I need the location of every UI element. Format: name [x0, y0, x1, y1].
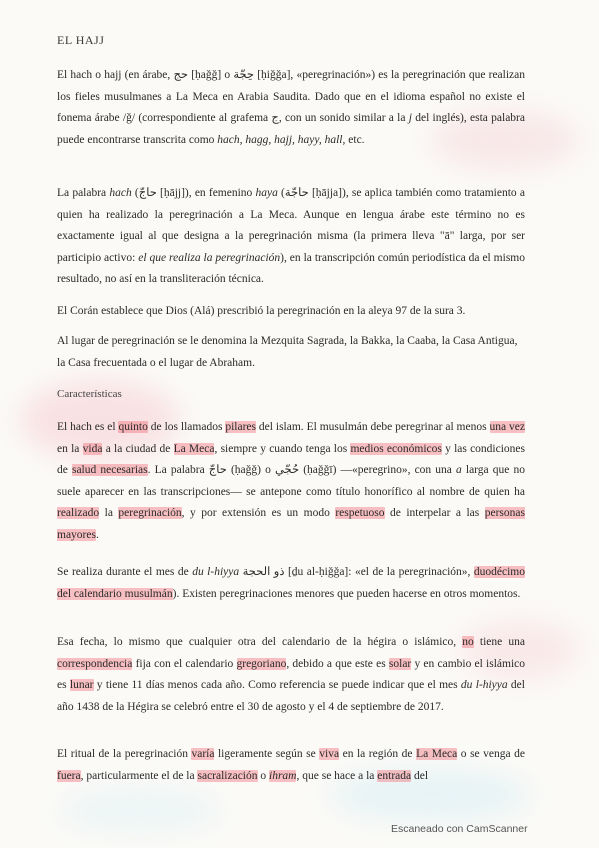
italic-text: hach	[109, 187, 132, 199]
highlighted-text: varía	[191, 748, 215, 760]
text-run: y las condiciones de	[57, 442, 526, 476]
text-run: larga que no suele aparecer en las transcripciones— se antepone como título honorífico al nombre de quien ha	[57, 464, 525, 498]
text-run: , que se hace a la	[296, 769, 378, 782]
scanner-watermark: Escaneado con CamScanner	[391, 823, 528, 835]
text-run: fija con el calendario	[132, 657, 237, 670]
highlighted-text: gregoriano	[236, 657, 287, 670]
text-run: (حاجّ [ḥājj]), en femenino	[131, 187, 256, 199]
paragraph-ritual	[57, 744, 525, 787]
text-run: , y por extensión es un modo	[181, 507, 336, 519]
text-run: , siempre y cuando tenga los	[214, 442, 351, 455]
paragraph-calendario	[57, 632, 525, 718]
highlighted-text: pilares	[225, 421, 256, 433]
highlighted-text: peregrinación	[118, 507, 182, 519]
italic-text: du l-hiyya	[460, 679, 508, 691]
text-run: o se venga de	[457, 748, 526, 760]
highlighted-text: duodécimo del calendario musulmán	[57, 566, 526, 600]
text-run: La palabra	[57, 187, 110, 199]
text-run: El hach o hajj (en árabe, حج [ḥaǧǧ] o حِجّة [ḥiǧǧa], «peregrinación») es la peregrinación que realizan los fieles musulmanes a La Meca en Arabia Saudita. Dado que en el idioma español no existe el fonema árabe /ǧ/ (correspondiente al grafema ج, con un sonido similar a la	[57, 69, 526, 124]
highlighted-text: sacralización	[197, 769, 258, 782]
highlighted-text: respetuoso	[335, 507, 385, 519]
italic-text: el que realiza la peregrinación	[138, 251, 281, 264]
text-run: . La palabra حاجّ (ḥaǧǧ) o حُجّي (ḥaǧǧī) —«peregrino», con una	[147, 464, 457, 476]
text-run: , particularmente el de la	[80, 769, 198, 782]
paragraph-intro	[57, 65, 525, 151]
text-run: El Corán establece que Dios (Alá) prescribió la peregrinación en la aleya 97 de la sura 3.	[57, 305, 466, 317]
paragraph-hach-title	[57, 183, 525, 291]
text-run: del año 1438 de la Hégira se celebró entre el 30 de agosto y el 4 de septiembre de 2017.	[57, 679, 525, 713]
highlighted-text: realizado	[57, 507, 100, 519]
text-run: del	[411, 769, 429, 782]
highlighted-text: solar	[388, 657, 412, 670]
highlighted-text: no	[462, 636, 474, 648]
highlighted-text: lunar	[69, 679, 94, 691]
paragraph-lugar	[57, 331, 525, 374]
section-heading: Características	[57, 388, 122, 400]
text-run: la	[99, 507, 119, 519]
text-run: y tiene 11 días menos cada año. Como referencia se puede indicar que el mes	[93, 679, 461, 691]
highlighted-text: correspondencia	[57, 657, 133, 670]
ink-smudge	[60, 790, 220, 830]
paragraph-coran	[57, 301, 525, 323]
text-run: ذو الحجة [ḏu al-ḥiǧǧa]: «el de la peregrinación»,	[239, 566, 474, 578]
highlighted-text: una vez	[489, 421, 525, 433]
highlighted-text: ihram	[269, 769, 297, 782]
text-run: en la región de	[339, 748, 417, 760]
paragraph-pilares	[57, 417, 525, 546]
highlighted-text: entrada	[377, 769, 412, 782]
text-run: del islam. El musulmán debe peregrinar al menos	[256, 421, 490, 433]
text-run: y en cambio el islámico es	[57, 657, 526, 691]
text-run: del inglés), esta palabra puede encontrarse transcrita como	[57, 112, 525, 146]
text-run: en la	[57, 442, 83, 455]
italic-text: hach, hagg, hajj, hayy, hall	[217, 133, 343, 146]
highlighted-text: viva	[319, 748, 340, 760]
text-run: Al lugar de peregrinación se le denomina la Mezquita Sagrada, la Bakka, la Caaba, la Casa Antigua, la Casa frecuentada o el lugar de Abraham.	[57, 335, 518, 369]
highlighted-text: personas mayores	[57, 507, 525, 541]
highlighted-text: vida	[82, 442, 103, 455]
text-run: , etc.	[342, 133, 365, 146]
highlighted-text: La Meca	[173, 442, 215, 455]
text-run: Esa fecha, lo mismo que cualquier otra del calendario de la hégira o islámico,	[57, 636, 463, 648]
text-run: (حاجّة [ḥājja]), se aplica también como tratamiento a quien ha realizado la peregrinación a La Meca. Aunque en lengua árabe este término no es exactamente igual al que designa a la peregrinación misma (la primera lleva "ā" larga, por ser participio activo:	[57, 187, 525, 264]
text-run: ). Existen peregrinaciones menores que pueden hacerse en otros momentos.	[172, 587, 521, 600]
text-run: a la ciudad de	[102, 442, 174, 455]
text-run: .	[95, 528, 99, 541]
italic-text: j	[408, 112, 412, 124]
text-run: ligeramente según se	[214, 748, 320, 760]
text-run: o	[257, 769, 269, 782]
text-run: de interpelar a las	[384, 507, 485, 519]
italic-text: haya	[255, 187, 278, 199]
highlighted-text: quinto	[118, 421, 148, 433]
text-run: Se realiza durante el mes de	[57, 566, 193, 578]
italic-text: a	[456, 464, 462, 476]
text-run: El hach es el	[57, 421, 119, 433]
highlighted-text: fuera	[57, 769, 81, 782]
text-run: de los llamados	[147, 421, 226, 433]
text-run: , debido a que este es	[286, 657, 389, 670]
page-title: EL HAJJ	[57, 33, 105, 47]
highlighted-text: medios económicos	[350, 442, 442, 455]
text-run: tiene una	[473, 636, 525, 648]
text-run: El ritual de la peregrinación	[57, 748, 192, 760]
text-run: ), en la transcripción común periodística da el mismo resultado, no así en la transliteración técnica.	[57, 251, 525, 285]
paragraph-fecha-mes	[57, 562, 525, 605]
highlighted-text: salud necesarias	[71, 464, 148, 476]
italic-text: du l-hiyya	[192, 566, 240, 578]
highlighted-text: La Meca	[416, 748, 458, 760]
